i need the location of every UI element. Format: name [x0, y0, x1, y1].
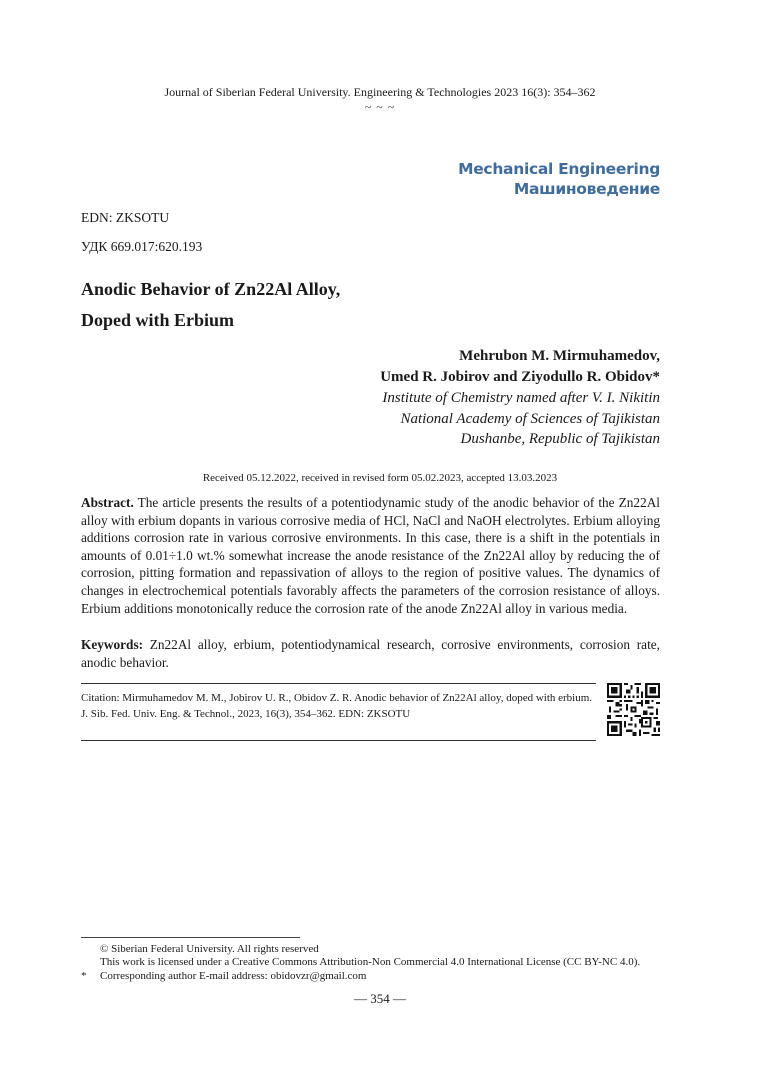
authors-line-2: Umed R. Jobirov and Ziyodullo R. Obidov* [380, 369, 660, 385]
edn-code: EDN: ZKSOTU [81, 210, 170, 225]
affiliation-line-1: Institute of Chemistry named after V. I. Nikitin [382, 390, 660, 406]
footnote-copyright: © Siberian Federal University. All rights reserved [100, 943, 319, 955]
article-title-line-1: Anodic Behavior of Zn22Al Alloy, [81, 279, 341, 299]
footnote-rule [81, 937, 300, 938]
footnote-license: This work is licensed under a Creative Commons Attribution-Non Commercial 4.0 International License (CC BY-NC 4.0). [100, 956, 641, 968]
affiliation-line-3: Dushanbe, Republic of Tajikistan [460, 431, 660, 447]
affiliation-line-2: National Academy of Sciences of Tajikistan [400, 411, 660, 427]
abstract-label: Abstract. [81, 495, 134, 510]
citation-bottom-rule [81, 740, 596, 741]
abstract [81, 494, 660, 617]
article-title-line-2: Doped with Erbium [81, 310, 235, 330]
journal-header: Journal of Siberian Federal University. Engineering & Technologies 2023 16(3): 354–362 [164, 85, 596, 99]
page-number: — 354 — [354, 991, 406, 1006]
citation-line-1: Citation: Mirmuhamedov M. M., Jobirov U. R., Obidov Z. R. Anodic behavior of Zn22Al alloy, doped with erbium. [81, 692, 593, 704]
footnote-asterisk: * [81, 970, 87, 982]
abstract-text: The article presents the results of a potentiodynamic study of the anodic behavior of the Zn22Al alloy with erbium dopants in various corrosive media of HCl, NaCl and NaOH electrolytes. Erbium alloying additions corrosion rate in various corrosive environments. In this case, there is a shift in the potentials in amounts of 0.01÷1.0 wt.% somewhat increase the anode resistance of the Zn22Al alloy by reducing the of corrosion, pitting formation and repassivation of alloys to the region of positive values. The dynamics of changes in electrochemical potentials favorably affects the parameters of the corrosion resistance of alloys. Erbium additions monotonically reduce the corrosion rate of the anode Zn22Al alloy in various media. [81, 495, 660, 616]
received-dates: Received 05.12.2022, received in revised form 05.02.2023, accepted 13.03.2023 [202, 472, 558, 484]
footnote-corresponding-author: Corresponding author E-mail address: obidovzr@gmail.com [100, 970, 367, 982]
section-title-russian: Машиноведение [513, 180, 660, 198]
citation-top-rule [81, 683, 596, 684]
udk-code: УДК 669.017:620.193 [81, 239, 203, 254]
qr-code-icon [607, 683, 660, 736]
header-ornament: ~ ~ ~ [364, 100, 396, 114]
keywords-text: Zn22Al alloy, erbium, potentiodynamical research, corrosive environments, corrosion rate, anodic behavior. [81, 637, 660, 670]
authors-line-1: Mehrubon M. Mirmuhamedov, [459, 348, 660, 364]
citation-line-2: J. Sib. Fed. Univ. Eng. & Technol., 2023, 16(3), 354–362. EDN: ZKSOTU [81, 708, 411, 720]
citation [81, 690, 601, 722]
keywords [81, 636, 660, 671]
keywords-label: Keywords: [81, 637, 144, 652]
section-title-english: Mechanical Engineering [458, 160, 660, 178]
